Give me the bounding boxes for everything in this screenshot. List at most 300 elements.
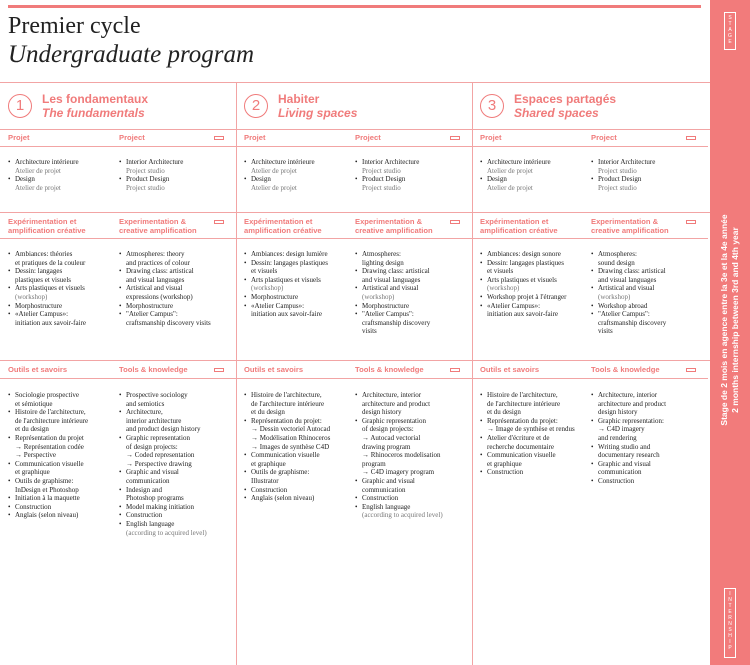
section-rule <box>472 378 708 379</box>
item-line: → Image de synthèse et rendus <box>487 425 575 434</box>
item-line: (according to acquired level) <box>126 528 207 537</box>
list-item <box>119 434 207 468</box>
item-line: Morphostructure <box>251 292 299 301</box>
section-rule <box>0 378 236 379</box>
bullet-icon: • <box>244 468 247 477</box>
list-item <box>244 302 328 319</box>
flag-icon <box>214 136 224 140</box>
item-subtitle: Project studio <box>598 183 637 192</box>
item-line: communication <box>598 468 642 477</box>
bullet-icon: • <box>244 275 247 284</box>
bullet-icon: • <box>480 250 483 258</box>
bullet-icon: • <box>8 175 11 184</box>
item-title: Design <box>487 175 507 184</box>
item-line: Outils de graphisme: <box>251 468 310 477</box>
section-heading-fr: Outils et savoirs <box>8 365 68 374</box>
item-line: and rendering <box>598 433 637 442</box>
bullet-icon: • <box>591 442 594 451</box>
item-line: de l'architecture intérieure <box>15 416 89 425</box>
list-item <box>480 391 575 417</box>
section-heading-en: Tools & knowledge <box>119 365 188 374</box>
item-subtitle: Project studio <box>126 166 165 175</box>
item-line: Anglais (selon niveau) <box>251 494 315 503</box>
item-line: Indesign and <box>126 485 162 494</box>
item-title: Architecture intérieure <box>251 158 315 166</box>
item-line: Arts plastiques et visuels <box>251 275 321 284</box>
bullet-icon: • <box>119 511 122 520</box>
item-line: initiation aux savoir-faire <box>15 318 87 327</box>
section-rule <box>236 238 472 239</box>
list-item <box>355 417 443 477</box>
item-line: Construction <box>251 485 288 494</box>
item-line: Workshop projet à l'étranger <box>487 292 567 301</box>
item-line: and semiotics <box>126 399 165 408</box>
item-line: → Représentation codée <box>15 442 84 451</box>
section-heading-fr: Projet <box>244 133 266 142</box>
list-item <box>244 391 330 417</box>
item-line: Photoshop programs <box>126 494 184 503</box>
bullet-list <box>244 391 330 503</box>
page-subtitle: Undergraduate program <box>8 41 255 68</box>
internship-label: I N T E R N S H I P <box>728 591 732 651</box>
item-line: Model making initiation <box>126 502 195 511</box>
bullet-icon: • <box>119 468 122 477</box>
bullet-icon: • <box>591 158 594 166</box>
item-line: Ambiances: design sonore <box>487 250 561 258</box>
item-line: Représentation du projet: <box>487 416 558 425</box>
item-line: Histoire de l'architecture, <box>251 391 322 399</box>
item-line: Workshop abroad <box>598 301 648 310</box>
item-line: (according to acquired level) <box>362 511 443 520</box>
item-line: drawing program <box>362 442 411 451</box>
bullet-icon: • <box>8 301 11 310</box>
bullet-icon: • <box>244 485 247 494</box>
item-line: Morphostructure <box>126 301 174 310</box>
item-line: (workshop) <box>251 284 284 293</box>
item-line: → Rhinoceros modelisation <box>362 451 441 460</box>
list-item <box>591 302 666 311</box>
list-item <box>480 451 575 468</box>
item-title: Design <box>15 175 35 184</box>
bullet-icon: • <box>591 267 594 276</box>
section-heading-fr: Projet <box>8 133 30 142</box>
list-item <box>8 460 88 477</box>
item-title: Design <box>251 175 271 184</box>
module-column <box>236 82 472 665</box>
list-item <box>8 267 86 284</box>
bullet-icon: • <box>119 284 122 293</box>
bullet-icon: • <box>8 267 11 276</box>
bullet-icon: • <box>119 301 122 310</box>
item-subtitle: Atelier de projet <box>15 166 61 175</box>
item-line: Atmospheres: <box>362 250 401 258</box>
section-rule <box>236 146 472 147</box>
list-item <box>119 310 211 327</box>
item-line: Artistical and visual <box>362 284 419 293</box>
item-line: Drawing class: artistical <box>598 267 666 276</box>
item-line: → Coded representation <box>126 451 195 460</box>
section-heading-fr: Projet <box>480 133 502 142</box>
bullet-icon: • <box>355 284 358 293</box>
item-line: Histoire de l'architecture, <box>15 408 86 417</box>
item-subtitle: Atelier de projet <box>487 166 533 175</box>
item-line: (workshop) <box>598 292 631 301</box>
bullet-icon: • <box>8 511 11 520</box>
item-line: Arts plastiques et visuels <box>487 275 557 284</box>
bullet-icon: • <box>591 391 594 399</box>
item-line: craftsmanship discovery <box>598 318 667 327</box>
bullet-icon: • <box>244 416 247 425</box>
item-subtitle: Project studio <box>362 166 401 175</box>
list-item <box>8 408 88 434</box>
item-line: Ambiances: théories <box>15 250 73 258</box>
item-line: «Atelier Campus»: <box>487 301 541 310</box>
list-item <box>119 391 207 408</box>
item-line: et graphique <box>487 459 522 468</box>
bullet-icon: • <box>119 175 122 184</box>
bullet-icon: • <box>119 391 122 399</box>
bullet-icon: • <box>355 502 358 511</box>
list-item <box>244 494 330 503</box>
item-line: architecture and product <box>362 399 431 408</box>
item-line: Arts plastiques et visuels <box>15 284 85 293</box>
program-grid <box>0 82 710 665</box>
item-line: Communication visuelle <box>251 451 320 460</box>
list-item <box>591 284 666 301</box>
section-heading-fr: Outils et savoirs <box>480 365 540 374</box>
item-line: plastiques et visuels <box>15 275 71 284</box>
list-item <box>8 158 79 175</box>
bullet-icon: • <box>8 408 11 417</box>
bullet-list <box>355 250 430 336</box>
bullet-icon: • <box>480 391 483 399</box>
section-heading-en: Project <box>119 133 145 142</box>
section-heading-en: Project <box>355 133 381 142</box>
item-line: Dessin: langages plastiques <box>487 258 564 267</box>
bullet-icon: • <box>8 250 11 258</box>
list-item <box>480 417 575 434</box>
list-item <box>8 494 88 503</box>
list-item <box>355 477 443 494</box>
section-heading-fr: Expérimentation et amplification créative <box>8 217 86 235</box>
item-line: → C4D imagery program <box>362 468 435 477</box>
stage-label: S T A G E <box>728 15 732 45</box>
bullet-icon: • <box>244 175 247 184</box>
item-line: Communication visuelle <box>487 451 556 460</box>
list-item <box>480 434 575 451</box>
item-line: → Perspective <box>15 451 57 460</box>
item-line: Atmospheres: <box>598 250 637 258</box>
bullet-icon: • <box>591 459 594 468</box>
bullet-icon: • <box>480 158 483 166</box>
item-line: of design projects: <box>126 442 178 451</box>
bullet-icon: • <box>8 433 11 442</box>
item-line: and visual languages <box>126 275 185 284</box>
section-heading-en: Experimentation & creative amplification <box>355 217 433 235</box>
item-line: sound design <box>598 258 635 267</box>
item-line: Morphostructure <box>362 301 410 310</box>
item-line: and product design history <box>126 425 201 434</box>
bullet-icon: • <box>480 433 483 442</box>
internship-text-fr: Stage de 2 mois en agence entre la 3e et la 4e année <box>719 214 729 426</box>
item-line: «Atelier Campus»: <box>251 301 305 310</box>
item-line: Graphic representation: <box>598 416 664 425</box>
item-line: design history <box>362 408 402 417</box>
item-line: and visual languages <box>362 275 421 284</box>
list-item <box>355 267 430 284</box>
item-line: et graphique <box>251 459 286 468</box>
list-item <box>119 302 211 311</box>
flag-icon <box>450 220 460 224</box>
bullet-icon: • <box>355 267 358 276</box>
item-line: Représentation du projet: <box>251 416 322 425</box>
module-title-en: Shared spaces <box>514 106 599 120</box>
bullet-icon: • <box>355 158 358 166</box>
list-item <box>8 284 86 301</box>
list-item <box>355 310 430 336</box>
bullet-icon: • <box>591 250 594 258</box>
bullet-icon: • <box>8 476 11 485</box>
item-line: → Images de synthèse C4D <box>251 442 330 451</box>
bullet-icon: • <box>119 408 122 417</box>
module-number-badge: 2 <box>244 94 268 118</box>
item-line: documentary research <box>598 451 660 460</box>
item-line: Drawing class: artistical <box>126 267 194 276</box>
item-line: Prospective sociology <box>126 391 188 399</box>
item-subtitle: Atelier de projet <box>487 183 533 192</box>
item-line: program <box>362 459 386 468</box>
flag-icon <box>686 220 696 224</box>
bullet-list <box>355 391 443 520</box>
bullet-icon: • <box>244 301 247 310</box>
list-item <box>355 158 419 175</box>
item-line: Représentation du projet <box>15 433 84 442</box>
item-line: Graphic representation <box>126 433 190 442</box>
bullet-icon: • <box>8 391 11 399</box>
item-line: Architecture, interior <box>598 391 658 399</box>
item-line: Initiation à la maquette <box>15 494 80 503</box>
bullet-icon: • <box>119 433 122 442</box>
item-line: and practices of colour <box>126 258 190 267</box>
list-item <box>355 175 419 192</box>
bullet-icon: • <box>355 175 358 184</box>
item-subtitle: Project studio <box>362 183 401 192</box>
list-item <box>480 250 566 259</box>
list-item <box>8 511 88 520</box>
list-item <box>244 486 330 495</box>
item-line: (workshop) <box>15 292 48 301</box>
flag-icon <box>450 136 460 140</box>
item-line: visits <box>598 327 613 336</box>
item-line: InDesign et Photoshop <box>15 485 79 494</box>
list-item <box>119 520 207 537</box>
bullet-icon: • <box>591 476 594 485</box>
bullet-icon: • <box>480 258 483 267</box>
bullet-icon: • <box>355 494 358 503</box>
bullet-icon: • <box>119 158 122 166</box>
bullet-icon: • <box>591 301 594 310</box>
list-item <box>355 494 443 503</box>
bullet-list <box>591 250 666 336</box>
bullet-icon: • <box>119 267 122 276</box>
item-line: architecture and product <box>598 399 667 408</box>
item-line: Drawing class: artistical <box>362 267 430 276</box>
item-line: Construction <box>487 468 524 477</box>
item-line: Atelier d'écriture et de <box>487 433 550 442</box>
bullet-icon: • <box>119 502 122 511</box>
item-line: interior architecture <box>126 416 182 425</box>
item-subtitle: Atelier de projet <box>15 183 61 192</box>
top-rule <box>8 5 701 8</box>
list-item <box>8 175 79 192</box>
list-item <box>591 443 666 460</box>
list-item <box>119 267 211 284</box>
bullet-list <box>8 158 79 192</box>
item-title: Product Design <box>126 175 170 184</box>
bullet-icon: • <box>591 284 594 293</box>
list-item <box>119 175 183 192</box>
section-rule <box>236 378 472 379</box>
item-line: Construction <box>126 511 163 520</box>
bullet-list <box>480 250 566 319</box>
list-item <box>244 259 328 276</box>
item-line: visits <box>362 327 377 336</box>
item-line: Sociologie prospective <box>15 391 79 399</box>
bullet-icon: • <box>119 310 122 319</box>
module-title-fr: Les fondamentaux <box>42 92 149 106</box>
item-line: Dessin: langages plastiques <box>251 258 328 267</box>
item-line: design history <box>598 408 638 417</box>
item-line: de l'architecture intérieure <box>251 399 325 408</box>
item-line: et graphique <box>15 468 50 477</box>
module-column <box>472 82 708 665</box>
bullet-icon: • <box>244 391 247 399</box>
item-line: "Atelier Campus": <box>362 310 414 319</box>
list-item <box>480 259 566 276</box>
item-line: recherche documentaire <box>487 442 555 451</box>
section-rule <box>472 146 708 147</box>
item-title: Product Design <box>598 175 642 184</box>
section-heading-en: Tools & knowledge <box>355 365 424 374</box>
bullet-icon: • <box>480 301 483 310</box>
item-title: Architecture intérieure <box>487 158 551 166</box>
list-item <box>355 391 443 417</box>
list-item <box>355 250 430 267</box>
item-line: Histoire de l'architecture, <box>487 391 558 399</box>
bullet-icon: • <box>244 451 247 460</box>
section-rule <box>0 238 236 239</box>
bullet-icon: • <box>8 284 11 293</box>
item-line: Illustrator <box>251 476 279 485</box>
bullet-list <box>480 391 575 477</box>
list-item <box>480 276 566 293</box>
item-line: Communication visuelle <box>15 459 84 468</box>
section-heading-fr: Outils et savoirs <box>244 365 304 374</box>
bullet-icon: • <box>8 494 11 503</box>
bullet-list <box>355 158 419 192</box>
bullet-list <box>244 250 328 319</box>
bullet-list <box>119 391 207 537</box>
flag-icon <box>214 220 224 224</box>
item-line: et sémiotique <box>15 399 53 408</box>
item-line: Construction <box>598 476 635 485</box>
sidebar <box>710 0 750 665</box>
list-item <box>244 250 328 259</box>
item-line: → Autocad vectorial <box>362 433 421 442</box>
item-line: communication <box>126 476 170 485</box>
item-line: of design projects: <box>362 425 414 434</box>
bullet-icon: • <box>119 485 122 494</box>
bullet-list <box>119 158 183 192</box>
flag-icon <box>686 368 696 372</box>
item-line: et visuels <box>251 267 278 276</box>
internship-text-en: 2 months internship between 3rd and 4th year <box>730 227 740 413</box>
bullet-icon: • <box>591 310 594 319</box>
list-item <box>355 284 430 301</box>
item-subtitle: Project studio <box>126 183 165 192</box>
item-line: et du design <box>487 408 521 417</box>
item-line: Morphostructure <box>15 301 63 310</box>
list-item <box>244 417 330 451</box>
list-item <box>244 175 315 192</box>
item-line: Anglais (selon niveau) <box>15 511 79 520</box>
list-item <box>591 391 666 417</box>
list-item <box>244 468 330 485</box>
list-item <box>591 417 666 443</box>
bullet-icon: • <box>8 502 11 511</box>
item-line: Dessin: langages <box>15 267 63 276</box>
bullet-icon: • <box>355 250 358 258</box>
item-line: → C4D imagery <box>598 425 645 434</box>
item-line: et pratiques de la couleur <box>15 258 86 267</box>
item-line: Graphic and visual <box>126 468 179 477</box>
module-title-fr: Habiter <box>278 92 320 106</box>
bullet-icon: • <box>480 175 483 184</box>
bullet-icon: • <box>244 494 247 503</box>
list-item <box>119 284 211 301</box>
bullet-icon: • <box>480 275 483 284</box>
item-line: (workshop) <box>487 284 520 293</box>
item-line: Graphic and visual <box>362 476 415 485</box>
list-item <box>244 158 315 175</box>
item-subtitle: Project studio <box>598 166 637 175</box>
list-item <box>119 511 207 520</box>
list-item <box>480 302 566 319</box>
module-title-en: Living spaces <box>278 106 358 120</box>
list-item <box>119 408 207 434</box>
item-line: craftsmanship discovery <box>362 318 431 327</box>
section-rule <box>0 146 236 147</box>
bullet-icon: • <box>591 416 594 425</box>
list-item <box>591 267 666 284</box>
item-line: et visuels <box>487 267 514 276</box>
bullet-list <box>244 158 315 192</box>
bullet-icon: • <box>119 519 122 528</box>
page-title: Premier cycle <box>8 13 141 39</box>
bullet-icon: • <box>244 258 247 267</box>
module-title-en: The fundamentals <box>42 106 145 120</box>
list-item <box>8 434 88 460</box>
bullet-icon: • <box>244 292 247 301</box>
item-line: "Atelier Campus": <box>598 310 650 319</box>
list-item <box>119 486 207 503</box>
item-title: Interior Architecture <box>126 158 184 166</box>
flag-icon <box>214 368 224 372</box>
flag-icon <box>450 368 460 372</box>
bullet-list <box>480 158 551 192</box>
item-line: English language <box>362 502 411 511</box>
list-item <box>355 302 430 311</box>
